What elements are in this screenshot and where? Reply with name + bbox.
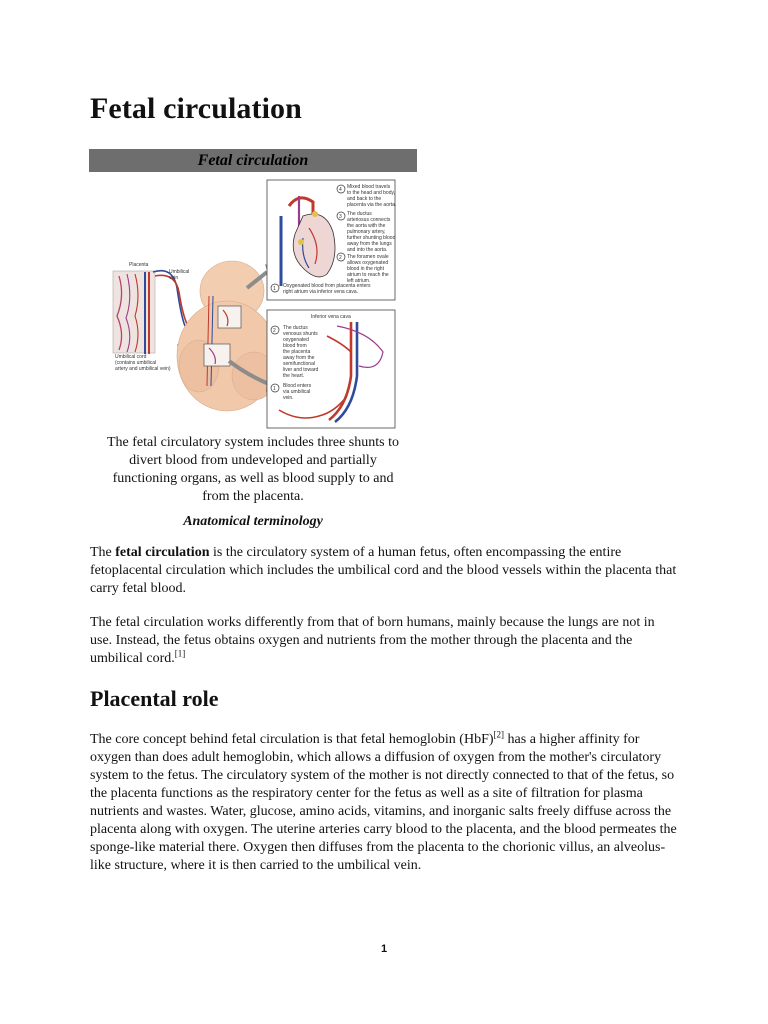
section-heading: Placental role bbox=[90, 686, 219, 711]
caption-line: from the placenta. bbox=[202, 489, 304, 504]
diagram-svg bbox=[89, 176, 417, 432]
svg-text:vein.: vein. bbox=[283, 395, 294, 401]
svg-text:liver and toward: liver and toward bbox=[283, 367, 319, 373]
svg-text:atrium to reach the: atrium to reach the bbox=[347, 272, 389, 278]
paragraph-lungs: The fetal circulation works differently from that of born humans, mainly because the lungs are not in use. Instead, the fetus obtains oxygen and nutrients from the mother through the placenta and the umbilical cord.[1] bbox=[90, 615, 655, 666]
svg-text:The ductus: The ductus bbox=[347, 211, 372, 217]
svg-text:the heart.: the heart. bbox=[283, 373, 305, 379]
caption-line: functioning organs, as well as blood supply to and bbox=[112, 471, 394, 486]
intro-paragraph: The fetal circulation is the circulatory system of a human fetus, often encompassing the entire fetoplacental circulation which includes the umbilical cord and the blood vessels within the placenta that carry fetal blood. bbox=[90, 545, 677, 596]
svg-text:to the head and body,: to the head and body, bbox=[347, 190, 396, 196]
svg-text:placenta via the aorta.: placenta via the aorta. bbox=[347, 202, 397, 208]
svg-text:the aorta with the: the aorta with the bbox=[347, 223, 386, 229]
svg-text:1: 1 bbox=[273, 386, 276, 392]
bold-term: fetal circulation bbox=[115, 545, 210, 560]
label-placenta: Placenta bbox=[129, 262, 149, 268]
infobox-header: Fetal circulation bbox=[89, 149, 417, 172]
caption-line: The fetal circulatory system includes three shunts to bbox=[107, 435, 399, 450]
svg-text:away from the: away from the bbox=[283, 355, 315, 361]
svg-text:Mixed blood travels: Mixed blood travels bbox=[347, 184, 391, 190]
svg-text:and back to the: and back to the bbox=[347, 196, 382, 202]
svg-text:allows oxygenated: allows oxygenated bbox=[347, 260, 389, 266]
liver-panel bbox=[267, 310, 395, 428]
svg-text:further shunting blood: further shunting blood bbox=[347, 235, 396, 241]
svg-text:1: 1 bbox=[273, 286, 276, 292]
svg-text:Blood enters: Blood enters bbox=[283, 383, 312, 389]
svg-text:pulmonary artery,: pulmonary artery, bbox=[347, 229, 386, 235]
svg-text:via umbilical: via umbilical bbox=[283, 389, 311, 395]
svg-text:left atrium.: left atrium. bbox=[347, 278, 371, 284]
svg-text:blood in the right: blood in the right bbox=[347, 266, 384, 272]
label-ivc: Inferior vena cava bbox=[311, 314, 351, 320]
label-umbilical-cord: Umbilical cord bbox=[115, 354, 147, 360]
fetus-illustration bbox=[177, 261, 277, 411]
reference-link-2[interactable]: [2] bbox=[493, 729, 505, 740]
paragraph-placental-role: The core concept behind fetal circulation is that fetal hemoglobin (HbF)[2] has a higher affinity for oxygen than does adult hemoglobin, which allows a diffusion of oxygen from the mother's circulatory system to the fetus. The circulatory system of the mother is not directly connected to that of the fetus, so the placenta functions as the respiratory center for the fetus as well as a site of filtration for plasma nutrients and wastes. Water, glucose, amino acids, vitamins, and inorganic salts freely diffuse across the placenta along with oxygen. The uterine arteries carry blood to the placenta, and the blood permeates the sponge-like material there. Oxygen then diffuses from the placenta to the chorionic villus, an alveolus-like structure, where it is then carried to the umbilical vein. bbox=[90, 729, 677, 873]
svg-text:Oxygenated blood from placenta: Oxygenated blood from placenta enters bbox=[283, 283, 371, 289]
svg-text:the placenta: the placenta bbox=[283, 349, 311, 355]
infobox bbox=[89, 149, 417, 530]
svg-text:right atrium via inferior vena: right atrium via inferior vena cava. bbox=[283, 289, 359, 295]
svg-text:oxygenated: oxygenated bbox=[283, 337, 309, 343]
svg-text:The foramen ovale: The foramen ovale bbox=[347, 254, 389, 260]
heart-panel bbox=[267, 180, 396, 300]
svg-text:away from the lungs: away from the lungs bbox=[347, 241, 392, 247]
label-umbilical-vein: Umbilical bbox=[169, 269, 190, 275]
svg-text:arteriosus connects: arteriosus connects bbox=[347, 217, 391, 223]
anatomical-terminology-link[interactable]: Anatomical terminology bbox=[183, 514, 323, 529]
svg-text:2: 2 bbox=[339, 255, 342, 261]
infobox-caption bbox=[89, 434, 417, 506]
svg-text:and into the aorta.: and into the aorta. bbox=[347, 247, 388, 253]
caption-line: divert blood from undeveloped and partially bbox=[129, 453, 377, 468]
svg-text:4: 4 bbox=[339, 187, 342, 193]
svg-text:3: 3 bbox=[339, 214, 342, 220]
page-title: Fetal circulation bbox=[90, 92, 302, 125]
svg-text:semifunctional: semifunctional bbox=[283, 361, 315, 367]
svg-text:The ductus: The ductus bbox=[283, 325, 308, 331]
svg-text:artery and umbilical vein): artery and umbilical vein) bbox=[115, 366, 171, 372]
fetal-circulation-diagram bbox=[89, 176, 417, 432]
svg-text:2: 2 bbox=[273, 328, 276, 334]
reference-link-1[interactable]: [1] bbox=[174, 648, 186, 659]
svg-text:vein: vein bbox=[169, 275, 179, 281]
placenta-illustration bbox=[113, 271, 189, 354]
page-number: 1 bbox=[380, 943, 388, 955]
svg-text:venosus shunts: venosus shunts bbox=[283, 331, 318, 337]
svg-text:(contains umbilical: (contains umbilical bbox=[115, 360, 157, 366]
svg-text:blood from: blood from bbox=[283, 343, 307, 349]
